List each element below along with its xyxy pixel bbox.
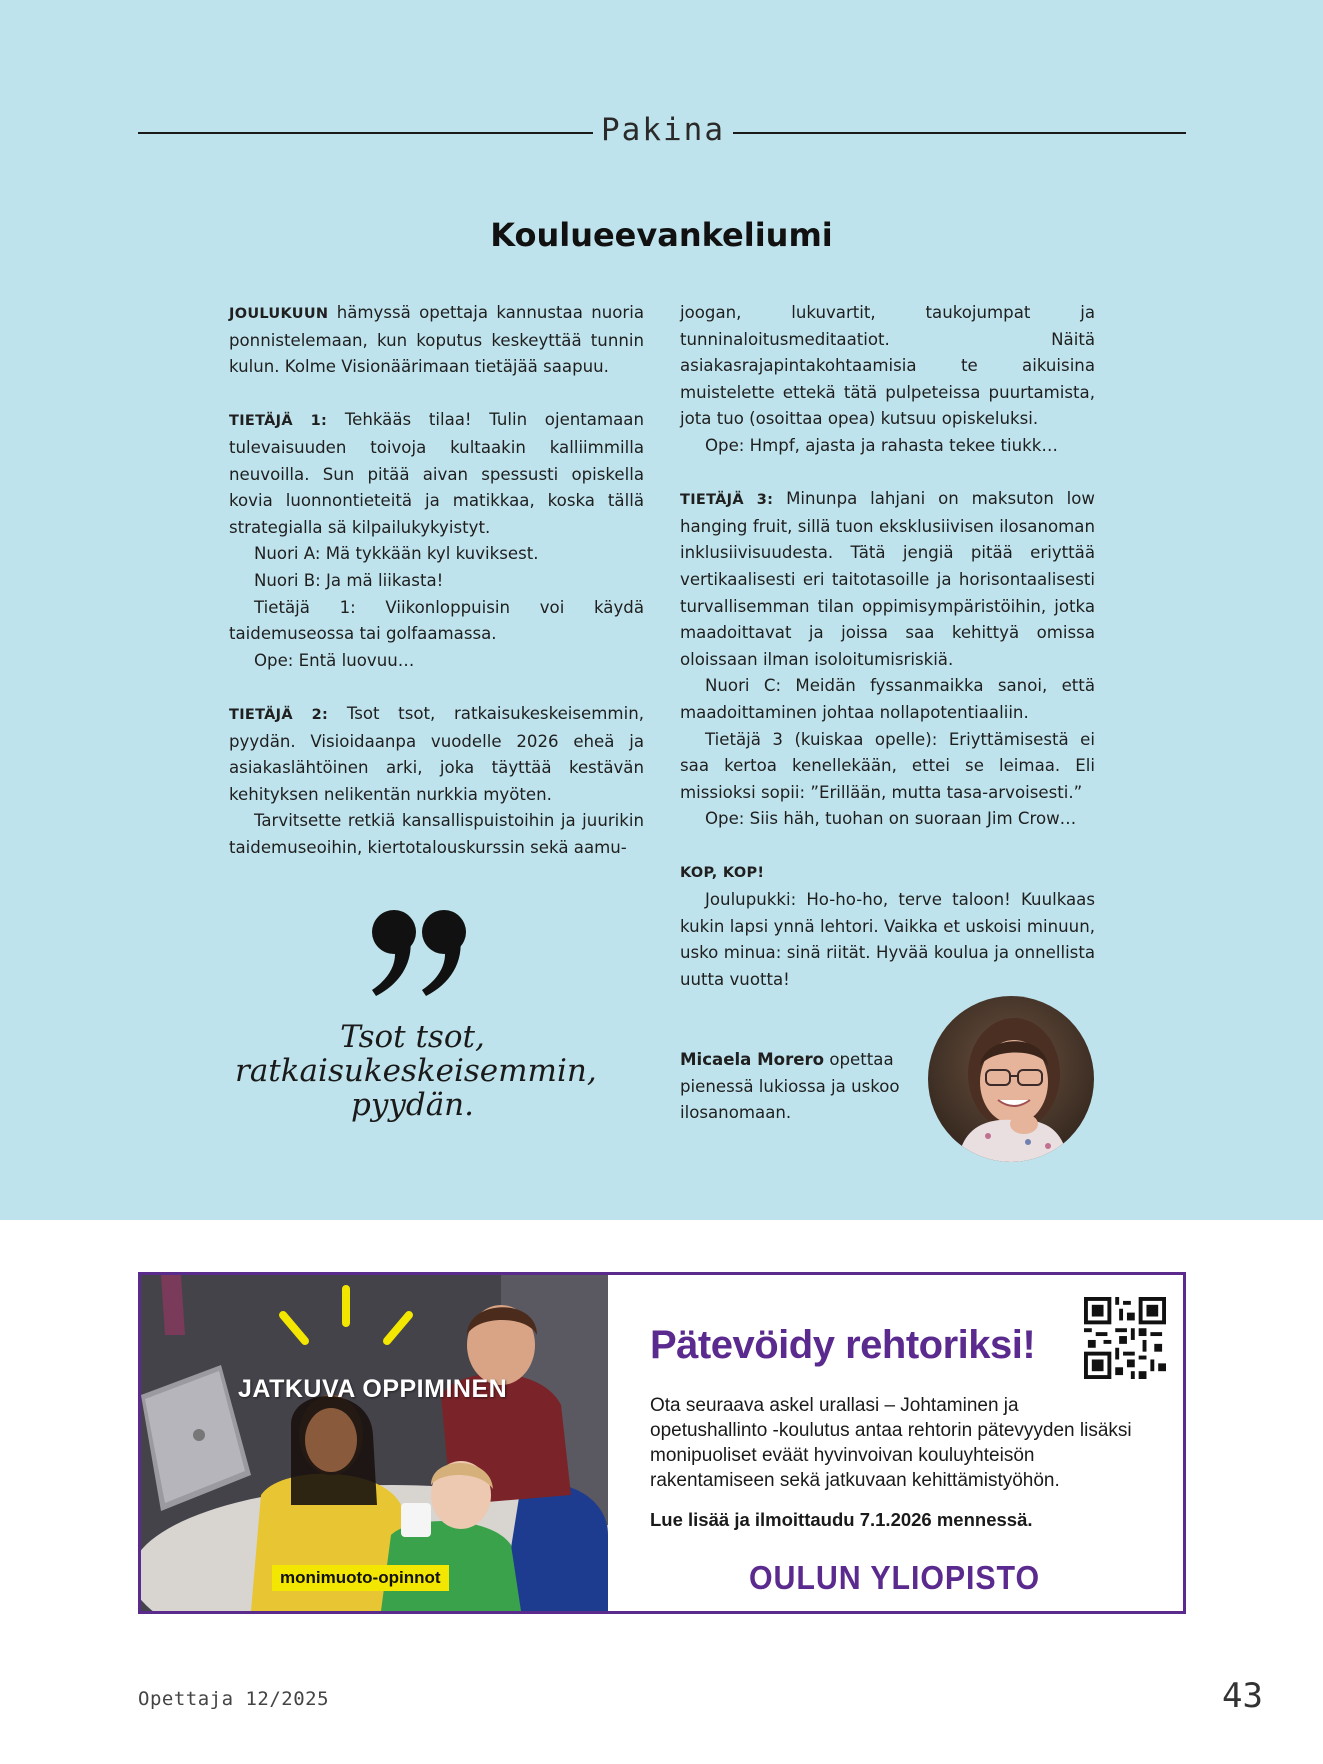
author-bio xyxy=(680,1047,920,1127)
quote-mark-icon xyxy=(364,900,474,1010)
paragraph-lead: JOULUKUUN xyxy=(229,306,329,322)
ad-photo-illustration xyxy=(141,1275,608,1611)
ad-banner-text: JATKUVA OPPIMINEN xyxy=(238,1375,508,1403)
paragraph xyxy=(680,486,1095,673)
paragraph-lead: KOP, KOP! xyxy=(680,865,765,882)
paragraph: Tarvitsette retkiä kansallispuistoihin ja juurikin taidemuseoihin, kiertotalouskurssin sekä aamu- xyxy=(229,811,644,857)
paragraph: Nuori C: Meidän fyssanmaikka sanoi, että maadoittaminen johtaa nollapotentiaaliin. xyxy=(680,676,1095,722)
paragraph-lead: TIETÄJÄ 1: xyxy=(229,413,328,430)
paragraph-text: Tsot tsot, ratkaisukeskeisemmin, pyydän. Visioidaanpa vuodelle 2026 eheä ja asiakaslähtöinen arki, joka täyttää kestävän kehityksen nelikentän nurkkia myöten. xyxy=(229,703,644,804)
ad-photo xyxy=(141,1275,608,1611)
page-number: 43 xyxy=(1222,1676,1263,1716)
paragraph xyxy=(229,701,644,808)
ad-cta-link[interactable]: Lue lisää ja ilmoittaudu 7.1.2026 mennessä. xyxy=(650,1509,1033,1530)
article-column-left xyxy=(229,300,644,861)
ad-tag: monimuoto-opinnot xyxy=(272,1565,449,1591)
paragraph: Tietäjä 1: Viikonloppuisin voi käydä taidemuseossa tai golfaamassa. xyxy=(229,597,644,644)
header-rule-right xyxy=(733,132,1186,134)
section-label: Pakina xyxy=(601,112,725,148)
advertisement[interactable] xyxy=(138,1272,1186,1614)
paragraph xyxy=(680,859,1095,887)
paragraph: Joulupukki: Ho-ho-ho, terve taloon! Kuulkaas kukin lapsi ynnä lehtori. Vaikka et uskoisi minuun, usko minua: sinä riität. Hyvää koulua ja onnellista uutta vuotta! xyxy=(680,890,1095,989)
paragraph: Nuori A: Mä tykkään kyl kuviksest. xyxy=(254,544,539,564)
ad-headline: Pätevöidy rehtoriksi! xyxy=(650,1323,1036,1367)
university-logo: OULUN YLIOPISTO xyxy=(749,1559,1041,1596)
paragraph: Ope: Siis häh, tuohan on suoraan Jim Crow… xyxy=(705,809,1077,829)
paragraph xyxy=(229,300,644,381)
paragraph: Tietäjä 3 (kuiskaa opelle): Eriyttämisestä ei saa kertoa kenellekään, ettei se leimaa. Eli missioksi sopii: ”Erillään, mutta tasa-arvoisesti.” xyxy=(680,729,1095,802)
header-rule-left xyxy=(138,132,593,134)
paragraph xyxy=(229,407,644,541)
ad-body-text: Ota seuraava askel urallasi – Johtaminen ja opetushallinto -koulutus antaa rehtorin pätevyyden lisäksi monipuoliset eväät hyvinvoivan kouluyhteisön rakentamiseen sekä jatkuvaan kehittämistyöhön. xyxy=(650,1395,1132,1491)
paragraph-lead: TIETÄJÄ 3: xyxy=(680,492,774,509)
article-title: Koulueevankeliumi xyxy=(490,216,833,254)
paragraph-text: hämyssä opettaja kannustaa nuoria ponnistelemaan, kun koputus keskeyttää tunnin kulun. Kolme Visionäärimaan tietäjää saapuu. xyxy=(229,303,644,377)
paragraph-text: Minunpa lahjani on maksuton low hanging fruit, sillä tuon eksklusiivisen ilosanoman inklusiivisuudesta. Tätä jengiä pitää eriyttää vertikaalisesti eri taitotasoille ja horisontaalisesti turvallisemman tilan oppimisympäristöihin, jotka maadoittavat ja joissa saa kehittyä omissa oloissaan ilman isoloitumisriskiä. xyxy=(680,489,1096,669)
author-photo xyxy=(928,996,1094,1162)
paragraph: Ope: Entä luovuu… xyxy=(254,650,415,670)
publication-footer: Opettaja 12/2025 xyxy=(138,1688,330,1710)
qr-code-icon[interactable] xyxy=(1084,1297,1166,1379)
article-column-right xyxy=(680,300,1095,993)
paragraph-text: Tehkääs tilaa! Tulin ojentamaan tulevaisuuden toivoja kultaakin kalliimmilla neuvoilla. Sun pitää aivan spessusti opiskella kovia luonnontieteitä ja matikkaa, koska tällä strategialla sä kilpailukykyistyt. xyxy=(229,410,644,537)
paragraph-lead: TIETÄJÄ 2: xyxy=(229,706,329,723)
pull-quote: Tsot tsot, ratkaisukeskeisemmin, pyydän. xyxy=(235,1019,597,1123)
paragraph: joogan, lukuvartit, taukojumpat ja tunninaloitusmeditaatiot. Näitä asiakasrajapintakohtaamisia te aikuisina muistelette ettekä tätä pulpeteissa puurtamista, jota tuo (osoittaa opea) kutsuu opiskeluksi. xyxy=(680,303,1095,429)
paragraph: Nuori B: Ja mä liikasta! xyxy=(254,570,444,590)
author-bio-text: opettaa pienessä lukiossa ja uskoo ilosanomaan. xyxy=(680,1050,900,1123)
section-header xyxy=(138,112,1186,152)
author-portrait-illustration xyxy=(928,996,1094,1162)
author-name: Micaela Morero xyxy=(680,1050,825,1069)
paragraph: Ope: Hmpf, ajasta ja rahasta tekee tiukk… xyxy=(705,435,1058,455)
